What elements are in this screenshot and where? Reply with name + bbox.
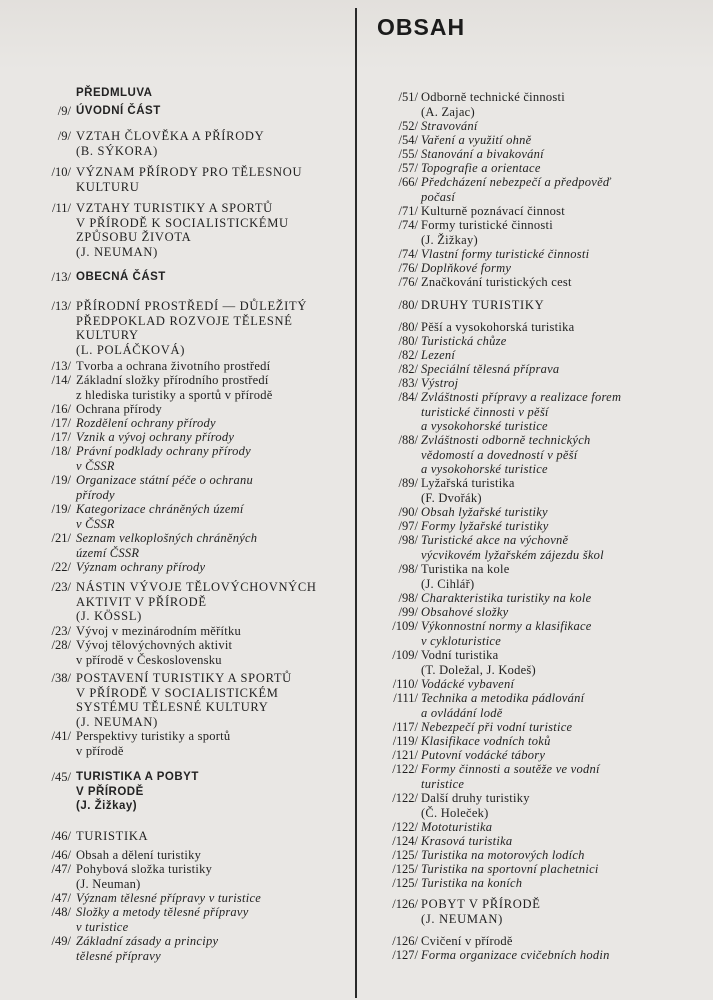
- toc-entry-title: Pěší a vysokohorská turistika: [421, 320, 575, 334]
- toc-page-number: /45/: [51, 770, 71, 784]
- toc-page-number: /9/: [57, 104, 71, 118]
- toc-page-number: /23/: [51, 580, 71, 594]
- toc-page-number: /23/: [51, 624, 71, 638]
- toc-page-number: /99/: [398, 605, 418, 619]
- toc-page-number: /46/: [51, 829, 71, 843]
- toc-page-number: /46/: [51, 848, 71, 862]
- toc-entry-title: Vodácké vybavení: [421, 677, 515, 691]
- toc-page-number: /98/: [398, 533, 418, 547]
- toc-page-number: /9/: [57, 129, 71, 143]
- toc-entry-title: Turistika na kole (J. Cihlář): [421, 562, 510, 591]
- toc-page-number: /38/: [51, 671, 71, 685]
- toc-entry-title: OBECNÁ ČÁST: [76, 271, 166, 283]
- toc-page-number: /21/: [51, 531, 71, 545]
- toc-entry-title: Speciální tělesná příprava: [421, 362, 560, 376]
- toc-page-number: /17/: [51, 430, 71, 444]
- toc-page-number: /47/: [51, 862, 71, 876]
- toc-page-number: /124/: [392, 834, 418, 848]
- toc-page-number: /19/: [51, 502, 71, 516]
- toc-entry-title: Složky a metody tělesné přípravy v turistice: [76, 905, 249, 934]
- toc-page-number: /90/: [398, 505, 418, 519]
- toc-entry-title: VZTAH ČLOVĚKA A PŘÍRODY (B. SÝKORA): [76, 129, 265, 158]
- toc-page-number: /111/: [393, 691, 418, 705]
- toc-entry-title: Formy turistické činnosti (J. Žižkay): [421, 218, 553, 247]
- toc-page-number: /126/: [392, 897, 418, 911]
- toc-page-number: /110/: [392, 677, 418, 691]
- toc-entry-title: Nebezpečí při vodní turistice: [421, 720, 573, 734]
- toc-page-number: /11/: [52, 201, 71, 215]
- toc-entry-title: Vývoj v mezinárodním měřítku: [76, 624, 241, 638]
- toc-entry-title: Vznik a vývoj ochrany přírody: [76, 430, 235, 444]
- toc-entry-title: Topografie a orientace: [421, 161, 541, 175]
- toc-page-number: /19/: [51, 473, 71, 487]
- toc-entry-title: Formy lyžařské turistiky: [421, 519, 549, 533]
- toc-page-number: /66/: [398, 175, 418, 189]
- toc-entry-title: PŘÍRODNÍ PROSTŘEDÍ — DŮLEŽITÝ PŘEDPOKLAD ROZVOJE TĚLESNÉ KULTURY (L. POLÁČKOVÁ): [76, 299, 308, 357]
- toc-page-number: /76/: [398, 261, 418, 275]
- toc-page-number: /125/: [392, 876, 418, 890]
- column-divider: [355, 8, 357, 998]
- toc-page-number: /82/: [398, 348, 418, 362]
- toc-entry-title: Značkování turistických cest: [421, 275, 572, 289]
- toc-page-number: /71/: [398, 204, 418, 218]
- toc-entry-title: Formy činnosti a soutěže ve vodní turistice: [421, 762, 600, 791]
- toc-entry-title: Klasifikace vodních toků: [421, 734, 551, 748]
- toc-entry-title: VZTAHY TURISTIKY A SPORTŮ V PŘÍRODĚ K SOCIALISTICKÉMU ZPŮSOBU ŽIVOTA (J. NEUMAN): [76, 201, 289, 259]
- toc-page-number: /127/: [392, 948, 418, 962]
- toc-entry-title: Obsah a dělení turistiky: [76, 848, 202, 862]
- toc-entry-title: Turistická chůze: [421, 334, 507, 348]
- toc-entry-title: Lezení: [421, 348, 456, 362]
- toc-entry-title: Cvičení v přírodě: [421, 934, 513, 948]
- facing-page-bleed: [0, 0, 713, 70]
- toc-entry-title: Výstroj: [421, 376, 459, 390]
- toc-entry-title: Vaření a využití ohně: [421, 133, 532, 147]
- toc-entry-title: Organizace státní péče o ochranu přírody: [76, 473, 253, 502]
- toc-page-number: /55/: [398, 147, 418, 161]
- toc-entry-title: Seznam velkoplošných chráněných území ČSSR: [76, 531, 258, 560]
- toc-page-number: /80/: [398, 334, 418, 348]
- toc-entry-title: Ochrana přírody: [76, 402, 163, 416]
- toc-page-number: /125/: [392, 862, 418, 876]
- toc-entry-title: PŘEDMLUVA: [76, 87, 153, 99]
- toc-page-number: /84/: [398, 390, 418, 404]
- toc-entry-title: Turistické akce na výchovně výcvikovém lyžařském zájezdu škol: [421, 533, 604, 562]
- toc-page-number: /16/: [51, 402, 71, 416]
- toc-entry-title: Základní zásady a principy tělesné přípravy: [76, 934, 219, 963]
- toc-entry-title: Kategorizace chráněných území v ČSSR: [76, 502, 244, 531]
- toc-entry-title: TURISTIKA: [76, 829, 149, 843]
- toc-page-number: /80/: [398, 298, 418, 312]
- toc-page-number: /98/: [398, 562, 418, 576]
- toc-entry-title: Obsahové složky: [421, 605, 509, 619]
- toc-page-number: /76/: [398, 275, 418, 289]
- toc-entry-title: Technika a metodika pádlování a ovládání lodě: [421, 691, 585, 720]
- toc-page-number: /80/: [398, 320, 418, 334]
- toc-entry-title: Turistika na motorových lodích: [421, 848, 585, 862]
- toc-entry-title: Rozdělení ochrany přírody: [76, 416, 216, 430]
- toc-page-number: /98/: [398, 591, 418, 605]
- toc-entry-title: Stravování: [421, 119, 478, 133]
- toc-entry-title: Zvláštnosti přípravy a realizace forem turistické činnosti v pěší a vysokohorské turistice: [421, 390, 622, 433]
- toc-entry-title: VÝZNAM PŘÍRODY PRO TĚLESNOU KULTURU: [76, 165, 303, 194]
- toc-entry-title: Vlastní formy turistické činnosti: [421, 247, 590, 261]
- toc-entry-title: Kulturně poznávací činnost: [421, 204, 565, 218]
- toc-page-number: /125/: [392, 848, 418, 862]
- toc-page-number: /18/: [51, 444, 71, 458]
- toc-page-number: /51/: [398, 90, 418, 104]
- toc-page-number: /57/: [398, 161, 418, 175]
- toc-entry-title: Krasová turistika: [421, 834, 513, 848]
- toc-entry-title: DRUHY TURISTIKY: [421, 298, 545, 312]
- toc-page-number: /109/: [392, 648, 418, 662]
- toc-page-number: /121/: [392, 748, 418, 762]
- toc-page-number: /14/: [51, 373, 71, 387]
- toc-page-number: /119/: [392, 734, 418, 748]
- toc-page-number: /54/: [398, 133, 418, 147]
- toc-page-number: /13/: [51, 359, 71, 373]
- toc-page-number: /122/: [392, 762, 418, 776]
- toc-page-number: /10/: [51, 165, 71, 179]
- toc-page-number: /82/: [398, 362, 418, 376]
- toc-entry-title: Turistika na sportovní plachetnici: [421, 862, 599, 876]
- toc-page-number: /13/: [51, 270, 71, 284]
- toc-page-number: /83/: [398, 376, 418, 390]
- toc-entry-title: Předcházení nebezpečí a předpověď počasí: [421, 175, 611, 204]
- toc-page-number: /74/: [398, 218, 418, 232]
- toc-page-number: /74/: [398, 247, 418, 261]
- toc-page-number: /117/: [392, 720, 418, 734]
- toc-entry-title: Odborně technické činnosti (A. Zajac): [421, 90, 565, 119]
- toc-entry-title: POSTAVENÍ TURISTIKY A SPORTŮ V PŘÍRODĚ V SOCIALISTICKÉM SYSTÉMU TĚLESNÉ KULTURY (J. NEUMAN): [76, 671, 292, 729]
- toc-entry-title: POBYT V PŘÍRODĚ (J. NEUMAN): [421, 897, 541, 926]
- toc-entry-title: Výkonnostní normy a klasifikace v cykloturistice: [421, 619, 592, 648]
- toc-entry-title: Význam ochrany přírody: [76, 560, 206, 574]
- toc-entry-title: TURISTIKA A POBYT V PŘÍRODĚ (J. Žižkay): [76, 771, 199, 812]
- toc-entry-title: Putovní vodácké tábory: [421, 748, 546, 762]
- toc-entry-title: Stanování a bivakování: [421, 147, 544, 161]
- toc-entry-title: Právní podklady ochrany přírody v ČSSR: [76, 444, 251, 473]
- toc-page-number: /22/: [51, 560, 71, 574]
- toc-entry-title: Mototuristika: [421, 820, 493, 834]
- toc-page-number: /89/: [398, 476, 418, 490]
- toc-page-number: /52/: [398, 119, 418, 133]
- toc-page-number: /109/: [392, 619, 418, 633]
- toc-page-number: /122/: [392, 820, 418, 834]
- toc-page-number: /49/: [51, 934, 71, 948]
- toc-entry-title: Lyžařská turistika (F. Dvořák): [421, 476, 515, 505]
- toc-entry-title: Další druhy turistiky (Č. Holeček): [421, 791, 530, 820]
- toc-entry-title: Obsah lyžařské turistiky: [421, 505, 548, 519]
- toc-page-number: /122/: [392, 791, 418, 805]
- page-title: OBSAH: [377, 14, 466, 40]
- toc-entry-title: Základní složky přírodního prostředí z hlediska turistiky a sportů v přírodě: [76, 373, 273, 402]
- toc-entry-title: Vodní turistika (T. Doležal, J. Kodeš): [421, 648, 536, 677]
- toc-entry-title: ÚVODNÍ ČÁST: [76, 105, 161, 117]
- toc-entry-title: Vývoj tělovýchovných aktivit v přírodě v Československu: [76, 638, 233, 667]
- toc-entry-title: Zvláštnosti odborně technických vědomostí a dovedností v pěší a vysokohorské turistice: [421, 433, 591, 476]
- toc-page-number: /48/: [51, 905, 71, 919]
- toc-entry-title: Pohybová složka turistiky (J. Neuman): [76, 862, 213, 891]
- toc-page-number: /28/: [51, 638, 71, 652]
- toc-entry-title: NÁSTIN VÝVOJE TĚLOVÝCHOVNÝCH AKTIVIT V PŘÍRODĚ (J. KÖSSL): [76, 580, 317, 623]
- toc-page-number: /97/: [398, 519, 418, 533]
- toc-entry-title: Charakteristika turistiky na kole: [421, 591, 592, 605]
- toc-page-number: /41/: [51, 729, 71, 743]
- toc-page-number: /47/: [51, 891, 71, 905]
- toc-entry-title: Turistika na koních: [421, 876, 523, 890]
- toc-entry-title: Tvorba a ochrana životního prostředí: [76, 359, 271, 373]
- toc-entry-title: Význam tělesné přípravy v turistice: [76, 891, 262, 905]
- toc-entry-title: Doplňkové formy: [421, 261, 512, 275]
- toc-entry-title: Forma organizace cvičebních hodin: [421, 948, 610, 962]
- toc-entry-title: Perspektivy turistiky a sportů v přírodě: [76, 729, 231, 758]
- toc-page-number: /17/: [51, 416, 71, 430]
- toc-page-number: /88/: [398, 433, 418, 447]
- toc-page-number: /13/: [51, 299, 71, 313]
- toc-page-number: /126/: [392, 934, 418, 948]
